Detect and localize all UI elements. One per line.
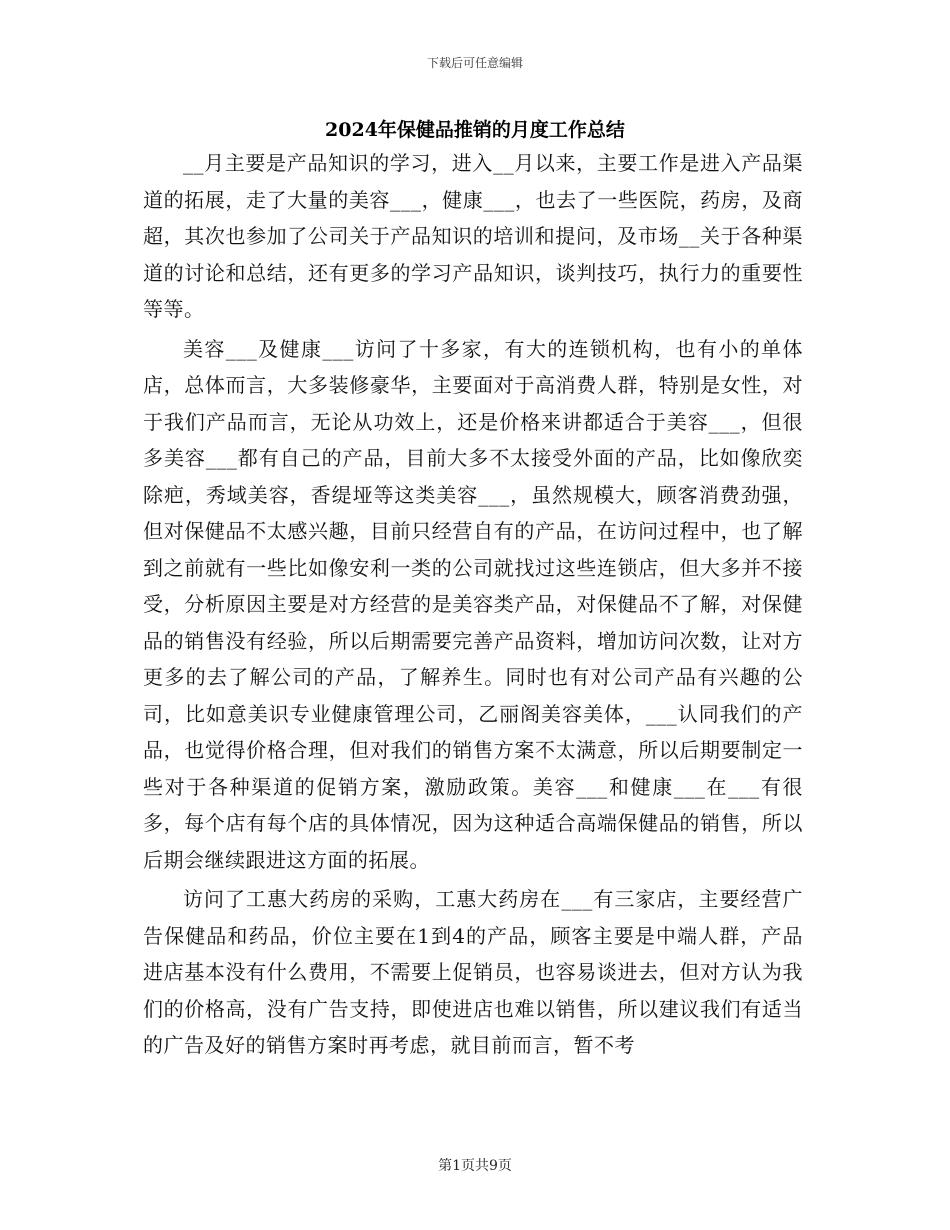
page-header-note: 下载后可任意编辑 bbox=[426, 56, 523, 70]
paragraph: __月主要是产品知识的学习，进入__月以来，主要工作是进入产品渠道的拓展，走了大量的美容___，健康___，也去了一些医院，药房，及商超，其次也参加了公司关于产品知识的培训和提问，及市场__关于各种渠道的讨论和总结，还有更多的学习产品知识，谈判技巧，执行力的重要性等等。 bbox=[143, 151, 803, 321]
document-title: 2024年保健品推销的月度工作总结 bbox=[325, 119, 625, 141]
document-body bbox=[143, 145, 803, 1064]
paragraph: 美容___及健康___访问了十多家，有大的连锁机构，也有小的单体店，总体而言，大多装修豪华，主要面对于高消费人群，特别是女性，对于我们产品而言，无论从功效上，还是价格来讲都适合于美容___，但很多美容___都有自己的产品，目前大多不太接受外面的产品，比如像欣奕除疤，秀域美容，香缇垭等这类美容___，虽然规模大，顾客消费劲强，但对保健品不太感兴趣，目前只经营自有的产品，在访问过程中，也了解到之前就有一些比如像安利一类的公司就找过这些连锁店，但大多并不接受，分析原因主要是对方经营的是美容类产品，对保健品不了解，对保健品的销售没有经验，所以后期需要完善产品资料，增加访问次数，让对方更多的去了解公司的产品，了解养生。同时也有对公司产品有兴趣的公司，比如意美识专业健康管理公司，乙丽阁美容美体，___认同我们的产品，也觉得价格合理，但对我们的销售方案不太满意，所以后期要制定一些对于各种渠道的促销方案，激励政策。美容___和健康___在___有很多，每个店有每个店的具体情况，因为这种适合高端保健品的销售，所以后期会继续跟进这方面的拓展。 bbox=[143, 336, 803, 872]
paragraph: 访问了工惠大药房的采购，工惠大药房在___有三家店，主要经营广告保健品和药品，价位主要在1到4的产品，顾客主要是中端人群，产品进店基本没有什么费用，不需要上促销员，也容易谈进去，但对方认为我们的价格高，没有广告支持，即使进店也难以销售，所以建议我们有适当的广告及好的销售方案时再考虑，就目前而言，暂不考 bbox=[143, 887, 803, 1057]
page-number: 第1页共9页 bbox=[438, 1158, 512, 1174]
